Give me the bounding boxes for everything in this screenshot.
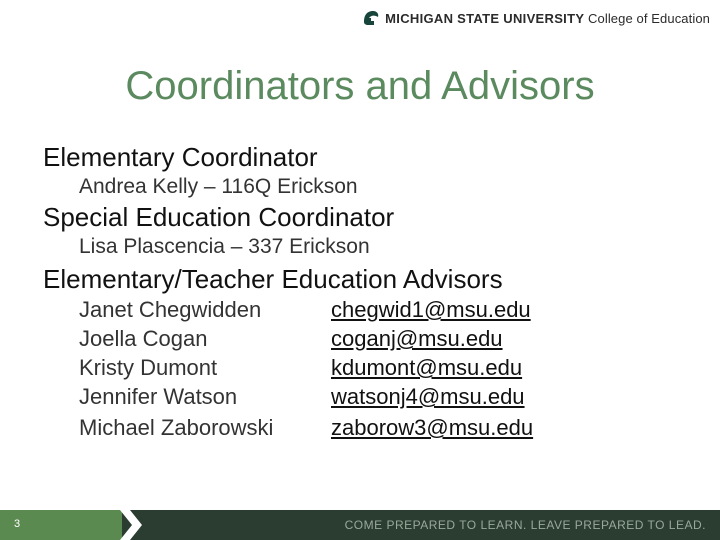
chevron-right-icon — [120, 510, 144, 540]
college-name: College of Education — [588, 10, 710, 26]
advisor-name: Michael Zaborowski — [79, 415, 274, 440]
advisor-email-link[interactable]: zaborow3@msu.edu — [331, 415, 534, 440]
page-number-box — [0, 510, 122, 540]
advisor-name: Joella Cogan — [79, 326, 208, 351]
special-education-coordinator-heading: Special Education Coordinator — [43, 202, 395, 232]
advisor-name: Kristy Dumont — [79, 355, 218, 380]
slide-title: Coordinators and Advisors — [125, 64, 595, 108]
advisors-heading: Elementary/Teacher Education Advisors — [43, 264, 503, 294]
advisor-email-link[interactable]: kdumont@msu.edu — [331, 355, 523, 380]
spartan-helmet-icon — [362, 9, 380, 27]
advisor-email-link[interactable]: watsonj4@msu.edu — [331, 384, 525, 409]
advisor-name: Jennifer Watson — [79, 384, 238, 409]
footer-bar — [0, 510, 720, 540]
logo-text — [385, 11, 710, 26]
advisor-email-link[interactable]: chegwid1@msu.edu — [331, 297, 531, 322]
elementary-coordinator-heading: Elementary Coordinator — [43, 142, 318, 172]
advisor-name: Janet Chegwidden — [79, 297, 262, 322]
university-name: MICHIGAN STATE UNIVERSITY — [385, 10, 585, 26]
special-education-coordinator-detail: Lisa Plascencia – 337 Erickson — [79, 235, 370, 258]
page-number: 3 — [14, 518, 21, 530]
elementary-coordinator-detail: Andrea Kelly – 116Q Erickson — [79, 175, 358, 198]
footer-tagline: COME PREPARED TO LEARN. LEAVE PREPARED TO LEAD. — [344, 518, 706, 532]
msu-logo — [362, 7, 710, 29]
advisor-email-link[interactable]: coganj@msu.edu — [331, 326, 503, 351]
